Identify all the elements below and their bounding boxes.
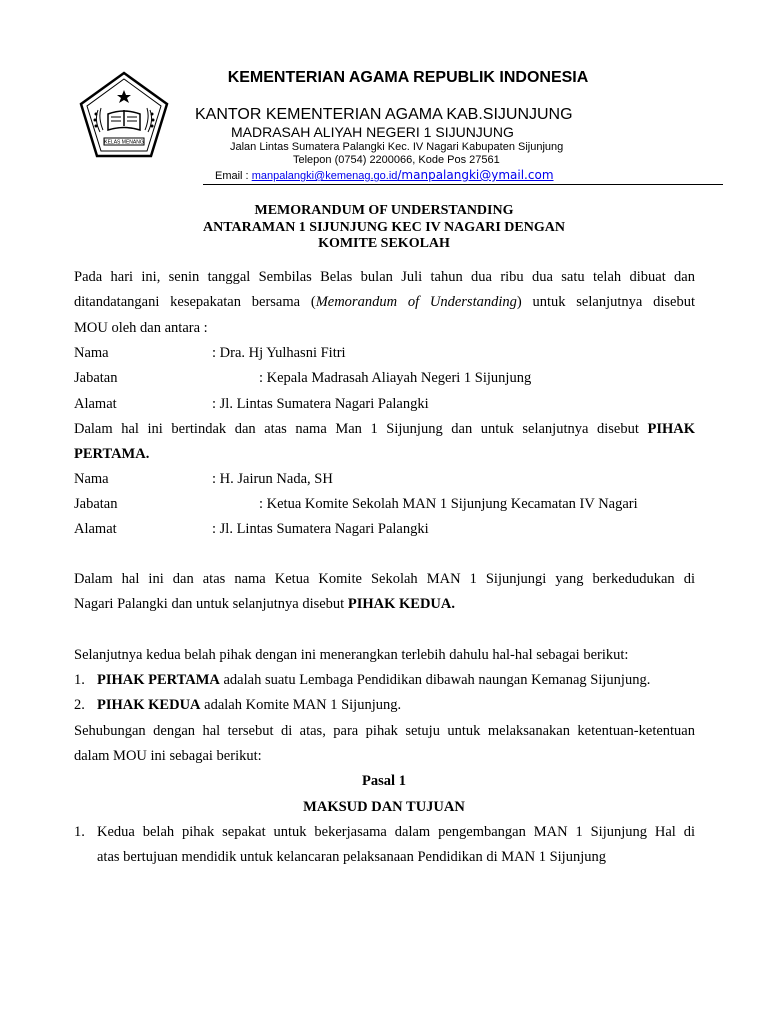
statement-item1-bold: PIHAK PERTAMA (97, 672, 220, 688)
statement-item1-text: adalah suatu Lembaga Pendidikan dibawah naungan Kemanag Sijunjung. (219, 672, 651, 688)
article1-item1-number: 1. (74, 824, 85, 840)
party1-role-bold2: PERTAMA. (74, 446, 150, 462)
party2-name-row (74, 467, 333, 492)
document-title-line2: ANTARAMAN 1 SIJUNJUNG KEC IV NAGARI DENGAN (203, 220, 565, 235)
party2-position-value: : Ketua Komite Sekolah MAN 1 Sijunjung Kecamatan IV Nagari (259, 496, 638, 512)
party2-role-line1: Dalam hal ini dan atas nama Ketua Komite Sekolah MAN 1 Sijunjungi yang berkedudukan di (74, 571, 695, 587)
party1-name-row (74, 341, 346, 366)
party1-position-label: Jabatan (74, 370, 118, 386)
document-title-line3: KOMITE SEKOLAH (318, 236, 450, 251)
email-label: Email : (215, 170, 252, 182)
school-email-line (215, 168, 554, 182)
party1-role-bold1: PIHAK (647, 421, 695, 437)
email-link-kemenag[interactable]: manpalangki@kemenag.go.id (251, 170, 398, 182)
intro-line2-end: ) untuk selanjutnya disebut (516, 294, 695, 310)
party1-position-row (74, 366, 531, 391)
statement-item2-text: adalah Komite MAN 1 Sijunjung. (200, 697, 402, 713)
intro-line3: MOU oleh dan antara : (74, 320, 208, 336)
statement-item2 (97, 693, 695, 718)
letterhead-divider (203, 184, 723, 185)
intro-line2-italic: Memorandum of Understanding (315, 294, 517, 310)
party1-name-label: Nama (74, 345, 109, 361)
party1-address-value: : Jl. Lintas Sumatera Nagari Palangki (212, 396, 429, 412)
party2-name-label: Nama (74, 471, 109, 487)
ministry-title: KEMENTERIAN AGAMA REPUBLIK INDONESIA (227, 69, 589, 86)
party1-position-value: : Kepala Madrasah Aliayah Negeri 1 Sijunjung (259, 370, 532, 386)
party1-address-label: Alamat (74, 396, 117, 412)
party1-address-row (74, 392, 429, 417)
statement-item2-number: 2. (74, 697, 85, 713)
intro-line1: Pada hari ini, senin tanggal Sembilas Belas bulan Juli tahun dua ribu dua satu telah dibuat dan (74, 269, 695, 285)
party2-role-line2 (74, 592, 695, 617)
party1-role-line1 (74, 417, 695, 442)
party2-position-row (74, 492, 638, 517)
party1-name-value: : Dra. Hj Yulhasni Fitri (212, 345, 346, 361)
school-phone: Telepon (0754) 2200066, Kode Pos 27561 (293, 154, 500, 166)
school-title: MADRASAH ALIYAH NEGERI 1 SIJUNJUNG (231, 124, 514, 140)
party2-address-row (74, 517, 429, 542)
party2-address-value: : Jl. Lintas Sumatera Nagari Palangki (212, 521, 429, 537)
article1-item1-line1: Kedua belah pihak sepakat untuk bekerjasama dalam pengembangan MAN 1 Sijunjung Hal di (97, 824, 695, 840)
logo-ribbon-text: KELAS MENANG (104, 139, 144, 146)
intro-line2 (74, 290, 695, 315)
party2-role-bold: PIHAK KEDUA. (347, 596, 455, 612)
document-title-line1: MEMORANDUM OF UNDERSTANDING (254, 203, 514, 218)
statement-intro: Selanjutnya kedua belah pihak dengan ini menerangkan terlebih dahulu hal-hal sebagai berikut: (74, 647, 629, 663)
party2-position-label: Jabatan (74, 496, 118, 512)
agreement-line2: dalam MOU ini sebagai berikut: (74, 748, 262, 764)
statement-item2-bold: PIHAK KEDUA (97, 697, 201, 713)
party1-role-line2 (74, 442, 695, 467)
email-link-ymail[interactable]: /manpalangki@ymail.com (397, 168, 554, 182)
statement-item1-number: 1. (74, 672, 85, 688)
party2-address-label: Alamat (74, 521, 117, 537)
party2-name-value: : H. Jairun Nada, SH (212, 471, 333, 487)
office-title: KANTOR KEMENTERIAN AGAMA KAB.SIJUNJUNG (195, 106, 573, 123)
article1-subheading: MAKSUD DAN TUJUAN (303, 799, 465, 815)
agreement-line1: Sehubungan dengan hal tersebut di atas, para pihak setuju untuk melaksanakan ketentuan-ketentuan (74, 723, 695, 739)
school-address: Jalan Lintas Sumatera Palangki Kec. IV Nagari Kabupaten Sijunjung (230, 141, 564, 153)
article1-item1-line2: atas bertujuan mendidik untuk kelancaran pelaksanaan Pendidikan di MAN 1 Sijunjung (97, 849, 606, 865)
intro-line2-start: ditandatangani kesepakatan bersama ( (74, 294, 316, 310)
article1-heading: Pasal 1 (362, 773, 406, 789)
party2-role-text: Nagari Palangki dan untuk selanjutnya disebut (74, 596, 348, 612)
statement-item1 (97, 668, 695, 693)
party1-role-text: Dalam hal ini bertindak dan atas nama Man 1 Sijunjung dan untuk selanjutnya disebut (74, 421, 639, 437)
